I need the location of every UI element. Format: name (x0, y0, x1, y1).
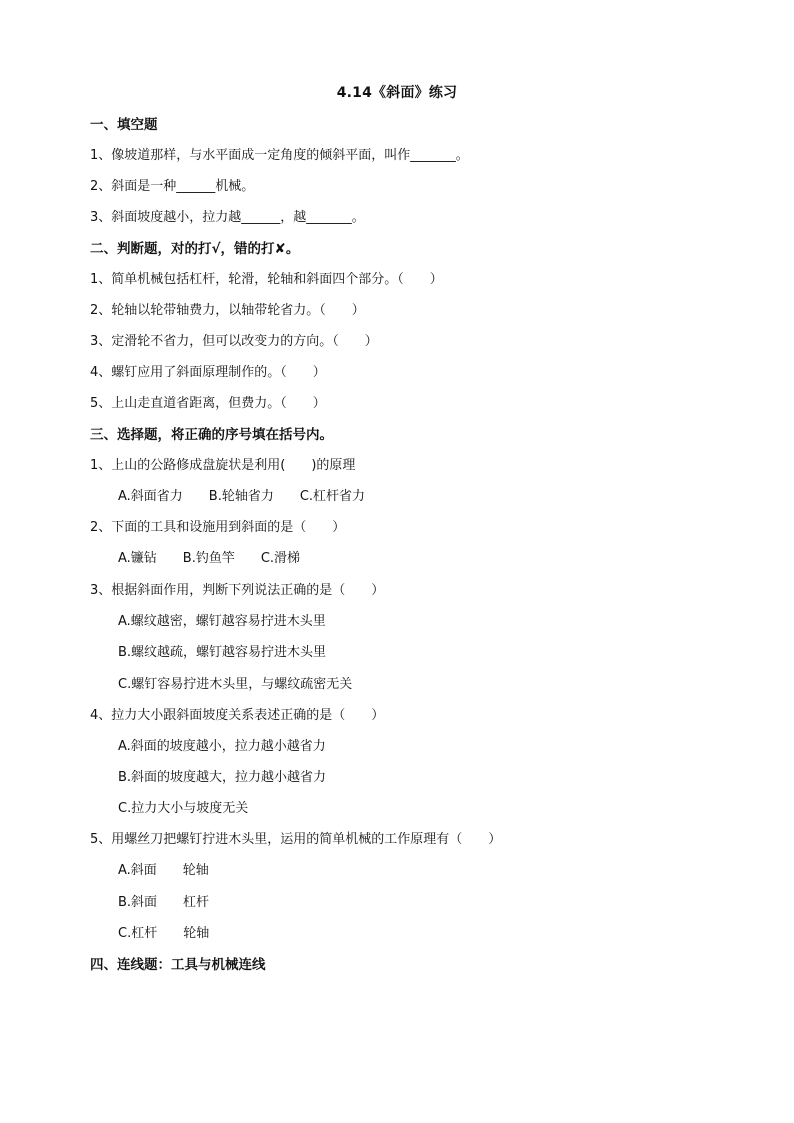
fill-blank-q1: 1、像坡道那样，与水平面成一定角度的倾斜平面，叫作_______。 (90, 148, 469, 163)
section-fill-blank-heading: 一、填空题 (90, 117, 158, 133)
true-false-q5: 5、上山走直道省距离，但费力。（ ） (90, 396, 326, 411)
choice-q5-option-c: C.杠杆 轮轴 (118, 926, 210, 941)
true-false-q1: 1、简单机械包括杠杆，轮滑，轮轴和斜面四个部分。（ ） (90, 272, 443, 287)
choice-q1-options: A.斜面省力 B.轮轴省力 C.杠杆省力 (118, 489, 366, 504)
choice-q3: 3、根据斜面作用，判断下列说法正确的是（ ） (90, 583, 385, 598)
choice-q5-option-b: B.斜面 杠杆 (118, 895, 210, 910)
choice-q3-option-a: A.螺纹越密，螺钉越容易拧进木头里 (118, 614, 326, 629)
page-title: 4.14《斜面》练习 (336, 85, 458, 101)
choice-q4-option-c: C.拉力大小与坡度无关 (118, 801, 249, 816)
fill-blank-q2: 2、斜面是一种______机械。 (90, 179, 255, 194)
choice-q5: 5、用螺丝刀把螺钉拧进木头里，运用的简单机械的工作原理有（ ） (90, 832, 502, 847)
choice-q1: 1、上山的公路修成盘旋状是利用( )的原理 (90, 458, 356, 473)
choice-q4-option-a: A.斜面的坡度越小，拉力越小越省力 (118, 739, 326, 754)
true-false-q4: 4、螺钉应用了斜面原理制作的。（ ） (90, 365, 326, 380)
choice-q3-option-c: C.螺钉容易拧进木头里，与螺纹疏密无关 (118, 677, 353, 692)
choice-q5-option-a: A.斜面 轮轴 (118, 863, 209, 878)
choice-q3-option-b: B.螺纹越疏，螺钉越容易拧进木头里 (118, 645, 327, 660)
fill-blank-q3: 3、斜面坡度越小，拉力越______，越_______。 (90, 210, 365, 225)
section-multiple-choice-heading: 三、选择题，将正确的序号填在括号内。 (90, 427, 333, 443)
choice-q4: 4、拉力大小跟斜面坡度关系表述正确的是（ ） (90, 708, 385, 723)
true-false-q2: 2、轮轴以轮带轴费力，以轴带轮省力。（ ） (90, 303, 365, 318)
choice-q4-option-b: B.斜面的坡度越大，拉力越小越省力 (118, 770, 327, 785)
true-false-q3: 3、定滑轮不省力，但可以改变力的方向。（ ） (90, 334, 378, 349)
choice-q2-options: A.镰钻 B.钓鱼竿 C.滑梯 (118, 551, 301, 566)
section-matching-heading: 四、连线题：工具与机械连线 (90, 957, 266, 973)
section-true-false-heading: 二、判断题，对的打√，错的打✘。 (90, 241, 300, 257)
choice-q2: 2、下面的工具和设施用到斜面的是（ ） (90, 520, 346, 535)
